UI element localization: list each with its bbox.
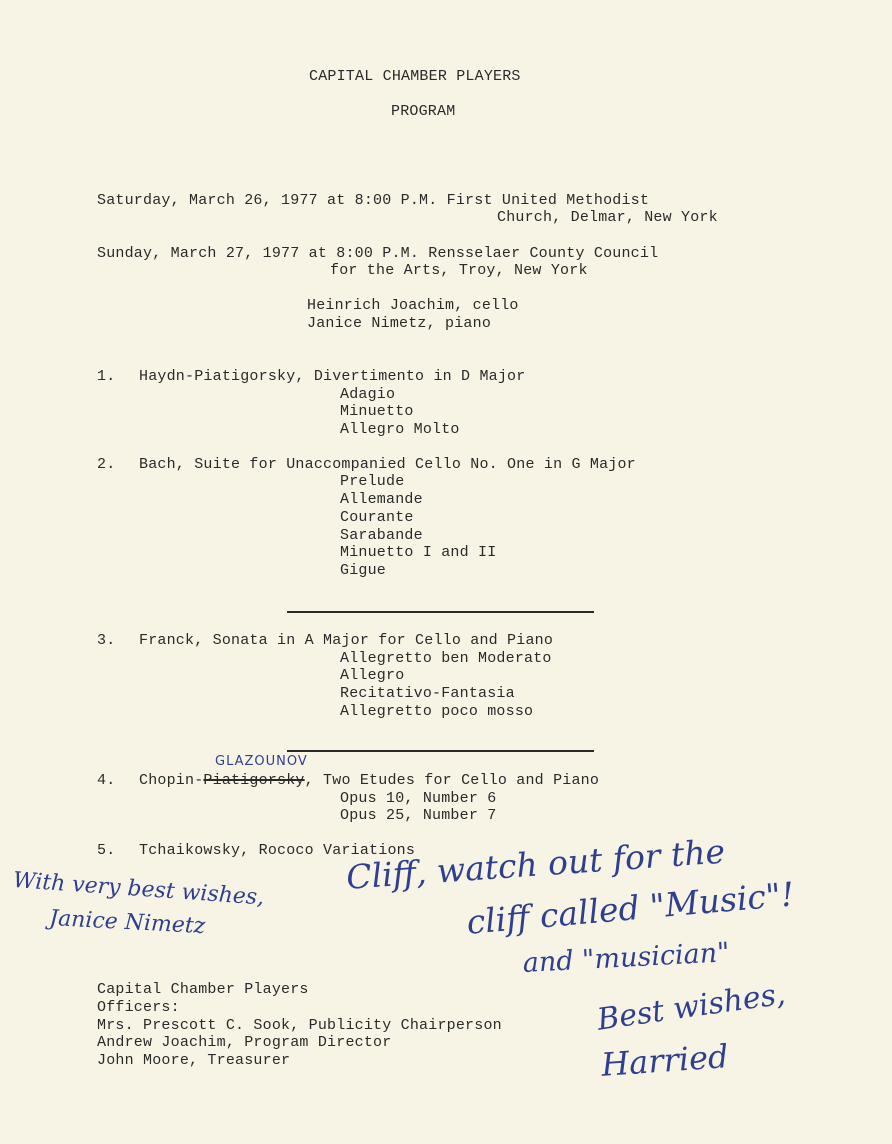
handwritten-note-cliff-line4: Best wishes, xyxy=(595,976,788,1038)
piece-title-haydn: Haydn-Piatigorsky, Divertimento in D Major xyxy=(139,368,526,385)
movement: Opus 25, Number 7 xyxy=(340,807,497,824)
movement: Gigue xyxy=(340,562,387,579)
piece-number: 4. xyxy=(97,772,116,789)
performer-cello: Heinrich Joachim, cello xyxy=(307,297,519,314)
handwritten-note-cliff-line2: cliff called "Music"! xyxy=(465,874,796,942)
handwritten-correction: GLAZOUNOV xyxy=(215,754,308,769)
movement: Opus 10, Number 6 xyxy=(340,790,497,807)
officer-entry: John Moore, Treasurer xyxy=(97,1052,291,1069)
movement: Courante xyxy=(340,509,414,526)
movement: Sarabande xyxy=(340,527,423,544)
movement: Allegretto ben Moderato xyxy=(340,650,552,667)
handwritten-signature-cliff: Harried xyxy=(600,1037,730,1084)
section-divider xyxy=(287,611,594,613)
performer-piano: Janice Nimetz, piano xyxy=(307,315,492,332)
movement: Prelude xyxy=(340,473,405,490)
movement: Adagio xyxy=(340,386,396,403)
movement: Allemande xyxy=(340,491,423,508)
officer-entry: Andrew Joachim, Program Director xyxy=(97,1034,392,1051)
handwritten-note-cliff-line3: and "musician" xyxy=(522,937,731,979)
performance-saturday-line2: Church, Delmar, New York xyxy=(497,209,718,226)
officer-entry: Mrs. Prescott C. Sook, Publicity Chairperson xyxy=(97,1017,502,1034)
piece-title-tchaikowsky: Tchaikowsky, Rococo Variations xyxy=(139,842,416,859)
movement: Recitativo-Fantasia xyxy=(340,685,515,702)
piece-number: 3. xyxy=(97,632,116,649)
piece-number: 1. xyxy=(97,368,116,385)
performance-sunday-line1: Sunday, March 27, 1977 at 8:00 P.M. Rensselaer County Council xyxy=(97,245,659,262)
program-org-title: CAPITAL CHAMBER PLAYERS xyxy=(309,68,521,85)
movement: Allegretto poco mosso xyxy=(340,703,534,720)
officers-heading: Capital Chamber Players xyxy=(97,981,309,998)
performance-saturday-line1: Saturday, March 26, 1977 at 8:00 P.M. First United Methodist xyxy=(97,192,650,209)
handwritten-signature-janice: Janice Nimetz xyxy=(48,906,206,940)
composer: Chopin- xyxy=(139,772,204,789)
handwritten-note-cliff-line1: Cliff, watch out for the xyxy=(345,831,727,897)
section-divider xyxy=(287,750,594,752)
piece-number: 5. xyxy=(97,842,116,859)
struck-arranger: Piatigorsky xyxy=(203,772,305,789)
movement: Minuetto I and II xyxy=(340,544,497,561)
piece-title-bach: Bach, Suite for Unaccompanied Cello No. One in G Major xyxy=(139,456,636,473)
officers-subheading: Officers: xyxy=(97,999,180,1016)
movement: Allegro Molto xyxy=(340,421,460,438)
piece-title-chopin xyxy=(139,772,599,789)
performance-sunday-line2: for the Arts, Troy, New York xyxy=(330,262,588,279)
piece-number: 2. xyxy=(97,456,116,473)
piece-title-franck: Franck, Sonata in A Major for Cello and Piano xyxy=(139,632,554,649)
movement: Minuetto xyxy=(340,403,414,420)
movement: Allegro xyxy=(340,667,405,684)
program-heading: PROGRAM xyxy=(391,103,456,120)
piece-title-rest: , Two Etudes for Cello and Piano xyxy=(304,772,600,789)
handwritten-note-janice-line1: With very best wishes, xyxy=(12,868,265,911)
